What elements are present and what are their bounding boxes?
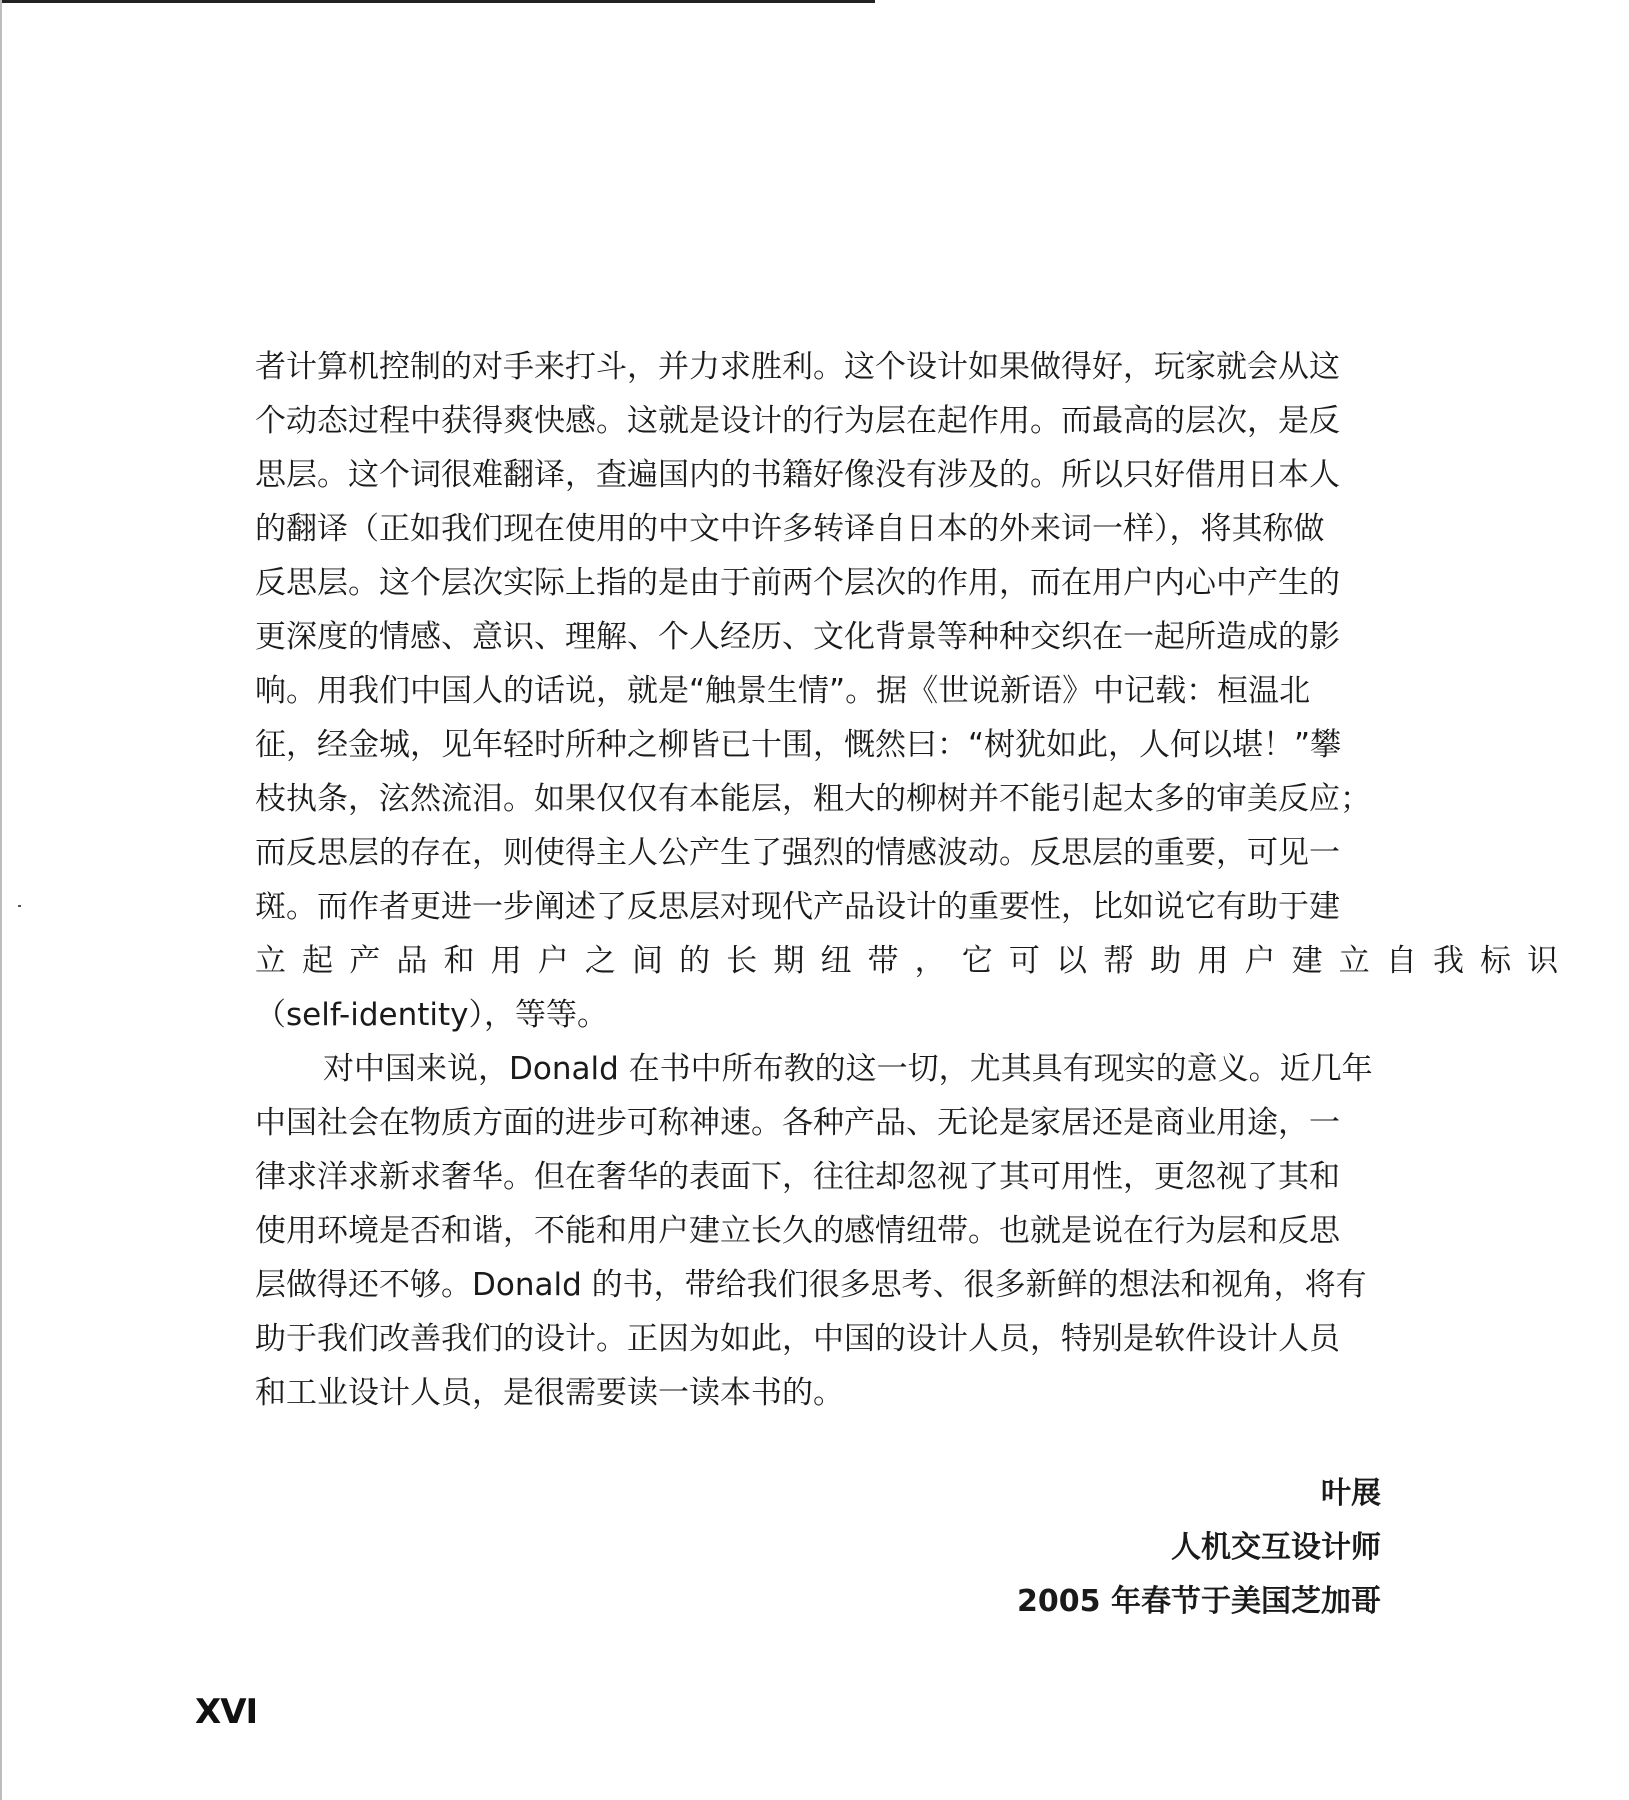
text-line: 更深度的情感、意识、理解、个人经历、文化背景等种种交织在一起所造成的影 <box>255 619 1340 655</box>
text-line: 者计算机控制的对手来打斗，并力求胜利。这个设计如果做得好，玩家就会从这 <box>255 349 1340 385</box>
text-line: 个动态过程中获得爽快感。这就是设计的行为层在起作用。而最高的层次，是反 <box>255 403 1340 439</box>
author-name: 叶展 <box>1321 1476 1381 1511</box>
text-line: 而反思层的存在，则使得主人公产生了强烈的情感波动。反思层的重要，可见一 <box>255 835 1340 871</box>
text-line: 层做得还不够。Donald 的书，带给我们很多思考、很多新鲜的想法和视角，将有 <box>255 1267 1367 1303</box>
text-line: 使用环境是否和谐，不能和用户建立长久的感情纽带。也就是说在行为层和反思 <box>255 1213 1340 1249</box>
text-line: 对中国来说，Donald 在书中所布教的这一切，尤其具有现实的意义。近几年 <box>323 1051 1373 1087</box>
paragraph-1 <box>255 340 1575 1042</box>
text-line: 反思层。这个层次实际上指的是由于前两个层次的作用，而在用户内心中产生的 <box>255 565 1340 601</box>
signature-block <box>1017 1467 1381 1629</box>
date-place: 2005 年春节于美国芝加哥 <box>1017 1584 1381 1619</box>
text-line: 响。用我们中国人的话说，就是“触景生情”。据《世说新语》中记载：桓温北 <box>255 673 1311 709</box>
body-text <box>255 340 1575 1420</box>
text-line: （self-identity），等等。 <box>255 997 609 1033</box>
text-line: 的翻译（正如我们现在使用的中文中许多转译自日本的外来词一样），将其称做 <box>255 511 1325 547</box>
page-edge <box>0 0 2 1800</box>
text-line: 和工业设计人员，是很需要读一读本书的。 <box>255 1375 844 1411</box>
text-line: 律求洋求新求奢华。但在奢华的表面下，往往却忽视了其可用性，更忽视了其和 <box>255 1159 1340 1195</box>
text-line: 立起产品和用户之间的长期纽带，它可以帮助用户建立自我标识 <box>255 943 1575 979</box>
text-line: 征，经金城，见年轻时所种之柳皆已十围，慨然曰：“树犹如此，人何以堪！”攀 <box>255 727 1342 763</box>
text-line: 助于我们改善我们的设计。正因为如此，中国的设计人员，特别是软件设计人员 <box>255 1321 1340 1357</box>
text-line: 斑。而作者更进一步阐述了反思层对现代产品设计的重要性，比如说它有助于建 <box>255 889 1340 925</box>
top-rule <box>0 0 875 3</box>
paragraph-2 <box>255 1042 1395 1420</box>
scan-speck <box>18 905 21 907</box>
text-line: 中国社会在物质方面的进步可称神速。各种产品、无论是家居还是商业用途，一 <box>255 1105 1340 1141</box>
page-number: XVI <box>195 1692 258 1732</box>
text-line: 枝执条，泫然流泪。如果仅仅有本能层，粗大的柳树并不能引起太多的审美反应； <box>255 781 1371 817</box>
author-title: 人机交互设计师 <box>1171 1530 1381 1565</box>
text-line: 思层。这个词很难翻译，查遍国内的书籍好像没有涉及的。所以只好借用日本人 <box>255 457 1340 493</box>
